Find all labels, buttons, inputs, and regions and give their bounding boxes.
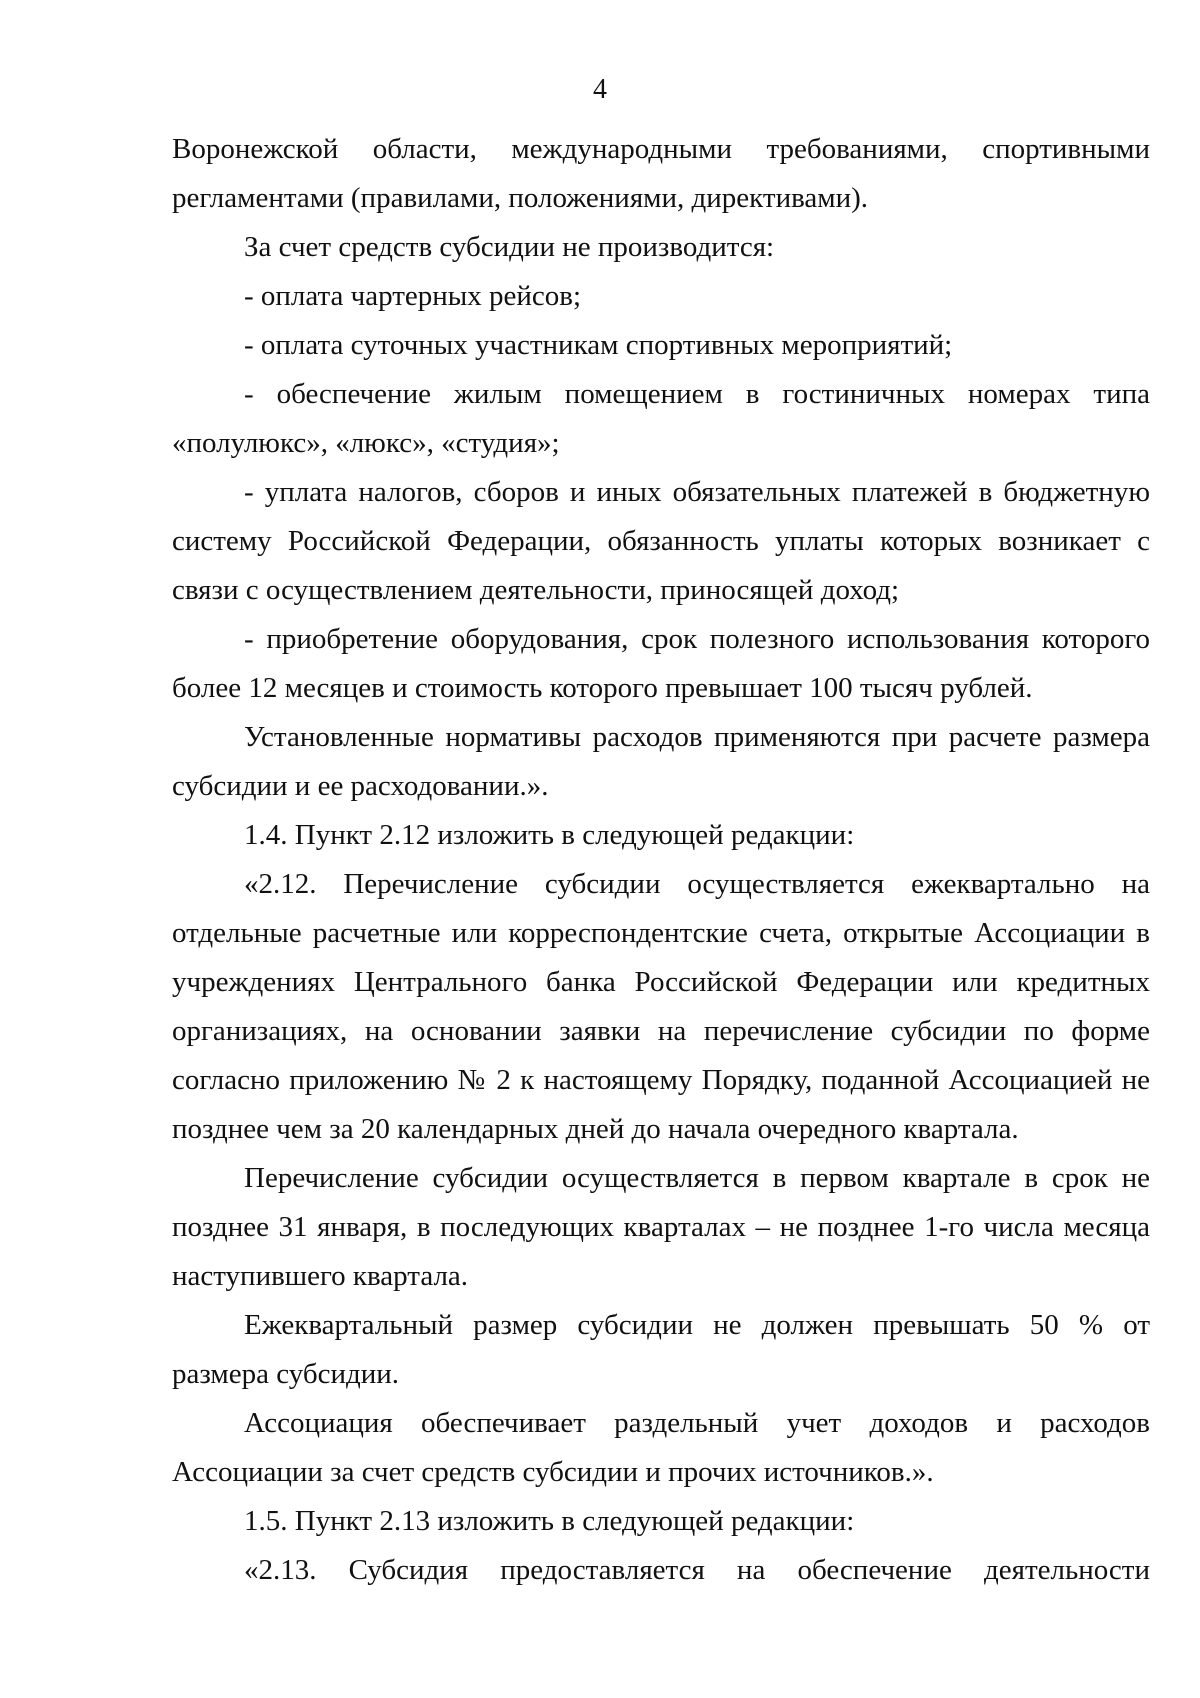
page-number: 4 [593, 74, 607, 105]
paragraph-separate-accounting: Ассоциация обеспечивает раздельный учет доходов и расходов Ассоциации за счет средств субсидии и прочих источников.». [172, 1407, 1150, 1488]
paragraph-clause-2-12: «2.12. Перечисление субсидии осуществляется ежеквартально на отдельные расчетные или корреспондентские счета, открытые Ассоциации в учреждениях Центрального банка Российской Федерации или кредитных организациях, на основании заявки на перечисление субсидии по форме согласно приложению № 2 к настоящему Порядку, поданной Ассоциацией не позднее чем за 20 календарных дней до начала очередного квартала. [172, 868, 1150, 1145]
paragraph-continuation: Воронежской области, международными требованиями, спортивными регламентами (правилами, положениями, директивами). [172, 133, 1150, 214]
list-item-charter-flights: - оплата чартерных рейсов; [244, 280, 582, 312]
list-item-equipment: - приобретение оборудования, срок полезного использования которого более 12 месяцев и стоимость которого превышает 100 тысяч рублей. [172, 623, 1150, 704]
paragraph-exclusions-intro: За счет средств субсидии не производится: [244, 231, 775, 263]
paragraph-expense-norms: Установленные нормативы расходов применяются при расчете размера субсидии и ее расходовании.». [172, 721, 1150, 802]
list-item-taxes: - уплата налогов, сборов и иных обязательных платежей в бюджетную систему Российской Федерации, обязанность уплаты которых возникает с связи с осуществлением деятельности, приносящей доход; [172, 476, 1150, 606]
paragraph-quarterly-limit: Ежеквартальный размер субсидии не должен превышать 50 % от размера субсидии. [172, 1309, 1150, 1390]
list-item-daily-allowance: - оплата суточных участникам спортивных мероприятий; [244, 329, 953, 361]
paragraph-clause-1-4: 1.4. Пункт 2.12 изложить в следующей редакции: [244, 819, 855, 851]
paragraph-clause-1-5: 1.5. Пункт 2.13 изложить в следующей редакции: [244, 1505, 855, 1537]
document-body [172, 125, 1150, 1595]
paragraph-transfer-terms: Перечисление субсидии осуществляется в первом квартале в срок не позднее 31 января, в последующих кварталах – не позднее 1-го числа месяца наступившего квартала. [172, 1162, 1150, 1292]
list-item-hotel-rooms: - обеспечение жилым помещением в гостиничных номерах типа «полулюкс», «люкс», «студия»; [172, 378, 1150, 459]
paragraph-clause-2-13: «2.13. Субсидия предоставляется на обеспечение деятельности [244, 1554, 1150, 1586]
